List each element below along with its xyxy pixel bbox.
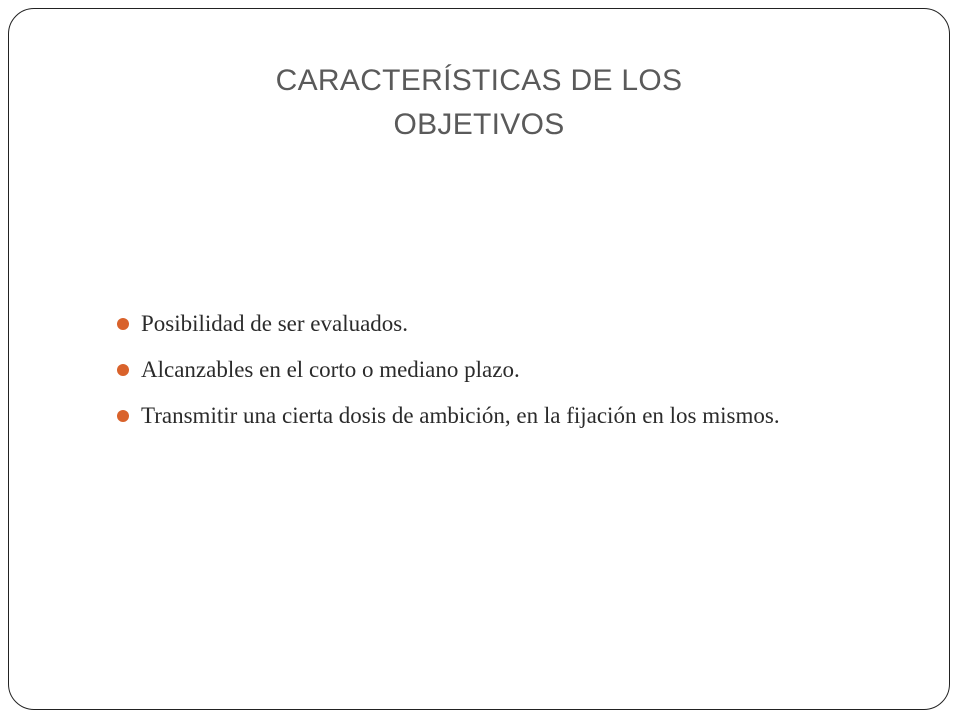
slide-title-line-2: OBJETIVOS <box>393 108 565 141</box>
bullet-text: Transmitir una cierta dosis de ambición, en la fijación en los mismos. <box>141 403 780 428</box>
bullet-text: Posibilidad de ser evaluados. <box>141 311 409 336</box>
bullet-icon <box>117 364 129 376</box>
bullet-icon <box>117 410 129 422</box>
bullet-item <box>115 307 905 341</box>
bullet-item <box>115 399 905 433</box>
bullet-text: Alcanzables en el corto o mediano plazo. <box>141 357 520 382</box>
slide-title-line-1: CARACTERÍSTICAS DE LOS <box>275 64 683 97</box>
bullet-icon <box>117 318 129 330</box>
bullet-list <box>115 307 905 445</box>
bullet-item <box>115 353 905 387</box>
slide-frame <box>8 8 950 710</box>
slide-title <box>9 59 949 147</box>
